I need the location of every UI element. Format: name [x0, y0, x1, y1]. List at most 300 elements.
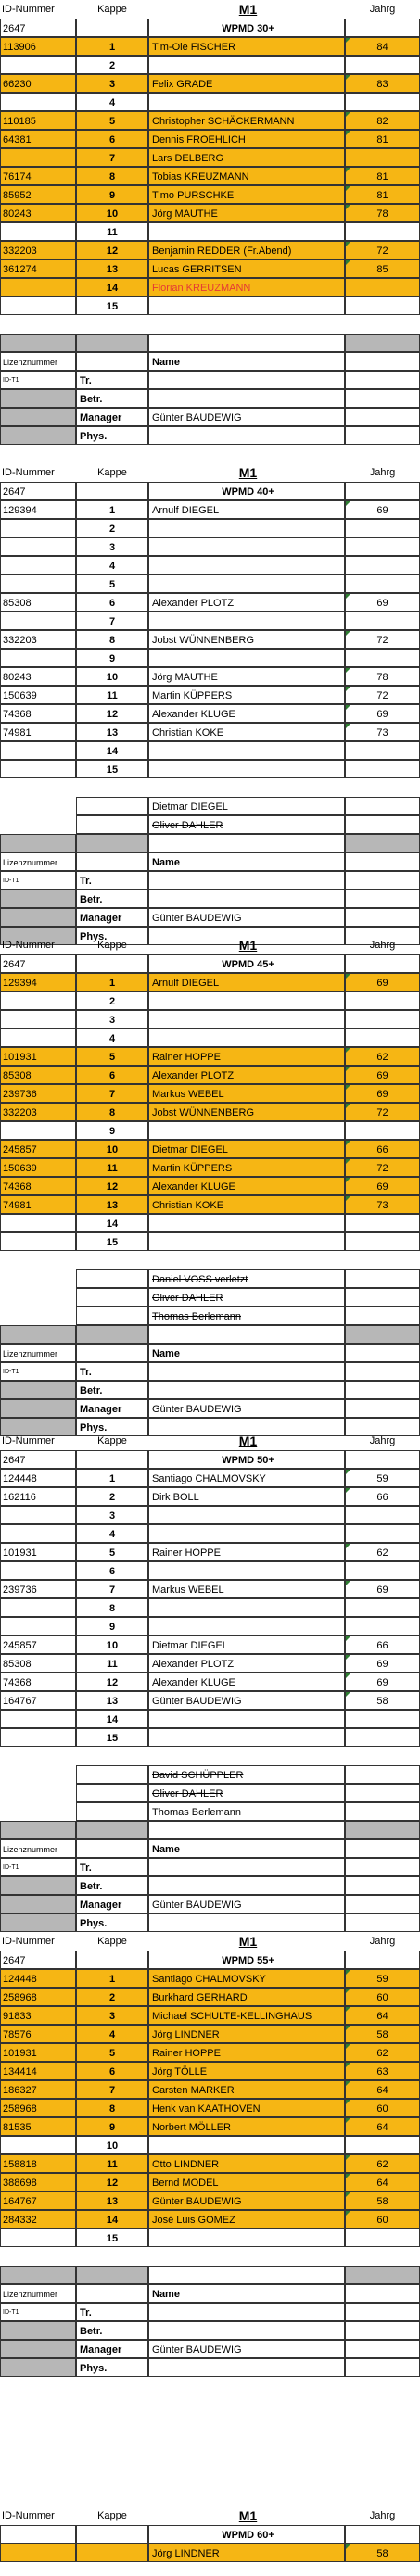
spacer-row: [0, 315, 420, 334]
reserve-name: Oliver DAHLER: [148, 1784, 345, 1802]
player-id: [0, 1524, 76, 1543]
birth-year: [345, 2229, 420, 2247]
birth-year: [345, 556, 420, 575]
separator-cell: [76, 1821, 148, 1839]
player-id: 74368: [0, 1177, 76, 1195]
separator-cell: [148, 2266, 345, 2284]
staff-year-cell: [345, 1876, 420, 1895]
player-name: Günter BAUDEWIG: [148, 1691, 345, 1710]
birth-year: 59: [345, 1969, 420, 1988]
category-kappe-cell: [76, 954, 148, 973]
team-block-2: [0, 463, 420, 945]
player-name: Rainer HOPPE: [148, 1543, 345, 1561]
staff-year-cell: [345, 890, 420, 908]
birth-year: 69: [345, 1177, 420, 1195]
player-id: 245857: [0, 1635, 76, 1654]
staff-row: [0, 2284, 420, 2303]
staff-name: [148, 1362, 345, 1381]
reserve-name: Thomas Berlemann: [148, 1307, 345, 1325]
player-name: [148, 222, 345, 241]
player-row: [0, 1232, 420, 1251]
cap-number: 10: [76, 1140, 148, 1158]
cap-number: 5: [76, 1543, 148, 1561]
cap-number: 15: [76, 2229, 148, 2247]
player-row: [0, 612, 420, 630]
birth-year: [345, 222, 420, 241]
birth-year: [345, 649, 420, 667]
staff-role: Phys.: [76, 426, 148, 445]
player-id: [0, 1029, 76, 1047]
player-row: [0, 1635, 420, 1654]
reserve-year-cell: [345, 1288, 420, 1307]
team-block-6: [0, 2507, 420, 2562]
staff-row: [0, 1344, 420, 1362]
cap-number: 8: [76, 2099, 148, 2117]
staff-id: [0, 1381, 76, 1399]
header-year: Jahrg: [369, 4, 396, 15]
staff-name: [148, 389, 345, 408]
player-name: Alexander PLOTZ: [148, 1654, 345, 1673]
birth-year: 58: [345, 2025, 420, 2043]
header-year: Jahrg: [369, 940, 396, 951]
player-row: [0, 1561, 420, 1580]
separator-row: [0, 2266, 420, 2284]
player-name: Dirk BOLL: [148, 1487, 345, 1506]
category-row: [0, 19, 420, 37]
cap-number: 6: [76, 1561, 148, 1580]
staff-name: [148, 371, 345, 389]
category-year-cell: [345, 19, 420, 37]
cap-number: 9: [76, 1617, 148, 1635]
player-row: [0, 1580, 420, 1598]
staff-role: Manager: [76, 1399, 148, 1418]
player-name: [148, 760, 345, 778]
header-id: ID-Nummer: [2, 4, 55, 15]
team-title: M1: [238, 2508, 258, 2523]
cap-number: 4: [76, 1524, 148, 1543]
spacer-row: [0, 778, 420, 797]
staff-id: [0, 426, 76, 445]
player-id: [0, 1010, 76, 1029]
birth-year: 69: [345, 1066, 420, 1084]
category-year-cell: [345, 1951, 420, 1969]
staff-id: ID-T1: [0, 2303, 76, 2321]
category-label: WPMD 45+: [148, 954, 345, 973]
reserve-row: [0, 1784, 420, 1802]
player-name: [148, 649, 345, 667]
staff-year-cell: [345, 408, 420, 426]
player-id: [0, 1598, 76, 1617]
player-row: [0, 1673, 420, 1691]
header-row: [0, 0, 420, 19]
player-name: Jörg LINDNER: [148, 2544, 345, 2562]
staff-year-cell: [345, 352, 420, 371]
player-name: Benjamin REDDER (Fr.Abend): [148, 241, 345, 259]
player-id: [0, 1617, 76, 1635]
birth-year: 62: [345, 1047, 420, 1066]
birth-year: [345, 1232, 420, 1251]
birth-year: 78: [345, 204, 420, 222]
staff-year-cell: [345, 426, 420, 445]
player-id: 74368: [0, 704, 76, 723]
player-row: [0, 2062, 420, 2080]
cap-number: 3: [76, 1506, 148, 1524]
birth-year: 69: [345, 704, 420, 723]
birth-year: 73: [345, 723, 420, 741]
birth-year: [345, 612, 420, 630]
player-name: Florian KREUZMANN: [148, 278, 345, 297]
player-name: Lars DELBERG: [148, 148, 345, 167]
player-name: [148, 612, 345, 630]
player-row: [0, 556, 420, 575]
cap-number: 12: [76, 704, 148, 723]
player-id: [0, 148, 76, 167]
player-row: [0, 2544, 420, 2562]
player-id: [0, 575, 76, 593]
staff-row: [0, 408, 420, 426]
staff-year-cell: [345, 371, 420, 389]
staff-year-cell: [345, 1913, 420, 1932]
player-id: [0, 2229, 76, 2247]
cap-number: 15: [76, 1232, 148, 1251]
staff-id: Lizenznummer: [0, 1839, 76, 1858]
player-id: [0, 297, 76, 315]
birth-year: 69: [345, 593, 420, 612]
player-name: [148, 1029, 345, 1047]
staff-year-cell: [345, 871, 420, 890]
player-row: [0, 575, 420, 593]
player-id: [0, 56, 76, 74]
staff-name: [148, 1381, 345, 1399]
staff-year-cell: [345, 2358, 420, 2377]
player-row: [0, 537, 420, 556]
player-name: Alexander PLOTZ: [148, 1066, 345, 1084]
player-name: [148, 1506, 345, 1524]
birth-year: 58: [345, 2191, 420, 2210]
separator-cell: [148, 1821, 345, 1839]
player-row: [0, 2025, 420, 2043]
team-block-4: [0, 1432, 420, 1932]
birth-year: 58: [345, 1691, 420, 1710]
reserve-name: Thomas Berlemann: [148, 1802, 345, 1821]
staff-name: [148, 871, 345, 890]
staff-row: [0, 1913, 420, 1932]
player-name: Timo PURSCHKE: [148, 185, 345, 204]
category-kappe-cell: [76, 482, 148, 500]
reserve-row: [0, 1765, 420, 1784]
player-name: Felix GRADE: [148, 74, 345, 93]
cap-number: 8: [76, 1598, 148, 1617]
staff-name: Name: [148, 2284, 345, 2303]
birth-year: 60: [345, 2210, 420, 2229]
header-row: [0, 1932, 420, 1951]
reserve-row: [0, 815, 420, 834]
player-name: Michael SCHULTE-KELLINGHAUS: [148, 2006, 345, 2025]
staff-row: [0, 352, 420, 371]
cap-number: 3: [76, 1010, 148, 1029]
reserve-name: Oliver DAHLER: [148, 815, 345, 834]
cap-number: 10: [76, 2136, 148, 2154]
player-row: [0, 1728, 420, 1747]
player-name: Jobst WÜNNENBERG: [148, 1103, 345, 1121]
cap-number: 2: [76, 1988, 148, 2006]
reserve-name: David SCHÜPPLER: [148, 1765, 345, 1784]
separator-cell: [76, 334, 148, 352]
cap-number: 4: [76, 2025, 148, 2043]
player-id: [0, 1728, 76, 1747]
player-row: [0, 2136, 420, 2154]
staff-id: Lizenznummer: [0, 2284, 76, 2303]
cap-number: 6: [76, 2062, 148, 2080]
birth-year: [345, 93, 420, 111]
player-name: Carsten MARKER: [148, 2080, 345, 2099]
cap-number: 1: [76, 37, 148, 56]
player-name: Lucas GERRITSEN: [148, 259, 345, 278]
player-name: Alexander KLUGE: [148, 704, 345, 723]
staff-row: [0, 890, 420, 908]
player-id: 80243: [0, 204, 76, 222]
staff-name: [148, 890, 345, 908]
player-id: [0, 1121, 76, 1140]
cap-number: 10: [76, 667, 148, 686]
player-name: Jörg LINDNER: [148, 2025, 345, 2043]
birth-year: [345, 991, 420, 1010]
player-row: [0, 741, 420, 760]
player-name: [148, 297, 345, 315]
separator-cell: [345, 334, 420, 352]
staff-row: [0, 852, 420, 871]
player-name: [148, 575, 345, 593]
player-row: [0, 185, 420, 204]
birth-year: 73: [345, 1195, 420, 1214]
player-name: Arnulf DIEGEL: [148, 500, 345, 519]
player-row: [0, 2229, 420, 2247]
player-row: [0, 56, 420, 74]
player-name: Santiago CHALMOVSKY: [148, 1969, 345, 1988]
player-name: Norbert MÖLLER: [148, 2117, 345, 2136]
player-name: Jörg MAUTHE: [148, 667, 345, 686]
birth-year: [345, 1561, 420, 1580]
staff-row: [0, 871, 420, 890]
separator-cell: [345, 2266, 420, 2284]
birth-year: 72: [345, 1103, 420, 1121]
staff-name: [148, 426, 345, 445]
player-name: [148, 991, 345, 1010]
player-name: Martin KÜPPERS: [148, 1158, 345, 1177]
staff-role: Betr.: [76, 389, 148, 408]
player-row: [0, 167, 420, 185]
player-name: [148, 519, 345, 537]
birth-year: 82: [345, 111, 420, 130]
birth-year: 69: [345, 500, 420, 519]
player-id: [0, 93, 76, 111]
player-name: [148, 2229, 345, 2247]
cap-number: 11: [76, 1158, 148, 1177]
team-title: M1: [238, 1934, 258, 1949]
player-row: [0, 1010, 420, 1029]
player-id: 85952: [0, 185, 76, 204]
birth-year: 72: [345, 1158, 420, 1177]
player-name: [148, 1214, 345, 1232]
player-id: [0, 649, 76, 667]
header-year: Jahrg: [369, 1936, 396, 1947]
cap-number: 5: [76, 111, 148, 130]
header-year: Jahrg: [369, 467, 396, 478]
player-row: [0, 2173, 420, 2191]
header-row: [0, 936, 420, 954]
staff-row: [0, 389, 420, 408]
player-name: Tobias KREUZMANN: [148, 167, 345, 185]
category-row: [0, 2525, 420, 2544]
player-name: [148, 1524, 345, 1543]
staff-name: Name: [148, 852, 345, 871]
reserve-year-cell: [345, 797, 420, 815]
player-name: Burkhard GERHARD: [148, 1988, 345, 2006]
player-id: 134414: [0, 2062, 76, 2080]
birth-year: 63: [345, 2062, 420, 2080]
staff-row: [0, 2340, 420, 2358]
reserve-row: [0, 797, 420, 815]
player-id: 76174: [0, 167, 76, 185]
reserve-kappe-cell: [76, 815, 148, 834]
player-name: Tim-Ole FISCHER: [148, 37, 345, 56]
separator-cell: [76, 834, 148, 852]
staff-role: Manager: [76, 1895, 148, 1913]
reserve-name: Dietmar DIEGEL: [148, 797, 345, 815]
cap-number: 13: [76, 723, 148, 741]
staff-row: [0, 1362, 420, 1381]
player-name: [148, 556, 345, 575]
cap-number: 10: [76, 204, 148, 222]
player-row: [0, 991, 420, 1010]
player-row: [0, 1084, 420, 1103]
cap-number: 9: [76, 185, 148, 204]
staff-name: [148, 2358, 345, 2377]
birth-year: 85: [345, 259, 420, 278]
cap-number: 5: [76, 1047, 148, 1066]
player-id: 64381: [0, 130, 76, 148]
player-id: 388698: [0, 2173, 76, 2191]
category-label: WPMD 30+: [148, 19, 345, 37]
birth-year: 62: [345, 1543, 420, 1561]
birth-year: [345, 1617, 420, 1635]
player-name: Jörg MAUTHE: [148, 204, 345, 222]
player-name: Alexander KLUGE: [148, 1177, 345, 1195]
cap-number: 4: [76, 93, 148, 111]
player-id: 164767: [0, 1691, 76, 1710]
cap-number: 6: [76, 593, 148, 612]
player-id: 164767: [0, 2191, 76, 2210]
player-id: 361274: [0, 259, 76, 278]
birth-year: [345, 537, 420, 556]
birth-year: [345, 1728, 420, 1747]
player-name: [148, 1598, 345, 1617]
reserve-kappe-cell: [76, 1307, 148, 1325]
cap-number: 15: [76, 760, 148, 778]
player-id: 74981: [0, 723, 76, 741]
separator-cell: [148, 1325, 345, 1344]
reserve-name: Daniel VOSS verletzt: [148, 1269, 345, 1288]
staff-name: [148, 1913, 345, 1932]
cap-number: 9: [76, 2117, 148, 2136]
separator-cell: [0, 834, 76, 852]
team-id: 2647: [0, 19, 76, 37]
cap-number: 13: [76, 1195, 148, 1214]
cap-number: 8: [76, 1103, 148, 1121]
player-name: Markus WEBEL: [148, 1580, 345, 1598]
team-id: [0, 2525, 76, 2544]
cap-number: 5: [76, 575, 148, 593]
reserve-kappe-cell: [76, 1288, 148, 1307]
birth-year: [345, 1710, 420, 1728]
staff-role: Betr.: [76, 890, 148, 908]
birth-year: [345, 148, 420, 167]
cap-number: 3: [76, 537, 148, 556]
header-id: ID-Nummer: [2, 1936, 55, 1947]
team-title: M1: [238, 2, 258, 17]
cap-number: 1: [76, 500, 148, 519]
cap-number: 12: [76, 1673, 148, 1691]
category-year-cell: [345, 482, 420, 500]
cap-number: 1: [76, 1469, 148, 1487]
header-year: Jahrg: [369, 2510, 396, 2521]
category-kappe-cell: [76, 1951, 148, 1969]
player-id: 332203: [0, 630, 76, 649]
category-year-cell: [345, 1450, 420, 1469]
player-id: [0, 1214, 76, 1232]
separator-cell: [0, 334, 76, 352]
header-id: ID-Nummer: [2, 940, 55, 951]
birth-year: [345, 1598, 420, 1617]
reserve-year-cell: [345, 1765, 420, 1784]
player-name: Christian KOKE: [148, 723, 345, 741]
staff-name: Günter BAUDEWIG: [148, 2340, 345, 2358]
player-name: [148, 56, 345, 74]
player-row: [0, 37, 420, 56]
player-id: 245857: [0, 1140, 76, 1158]
reserve-row: [0, 1269, 420, 1288]
header-row: [0, 1432, 420, 1450]
birth-year: 72: [345, 630, 420, 649]
player-row: [0, 686, 420, 704]
player-row: [0, 297, 420, 315]
header-kappe: Kappe: [97, 940, 127, 951]
team-id: 2647: [0, 1951, 76, 1969]
player-name: [148, 2136, 345, 2154]
staff-year-cell: [345, 2321, 420, 2340]
birth-year: 66: [345, 1635, 420, 1654]
staff-role: [76, 852, 148, 871]
player-row: [0, 2191, 420, 2210]
player-id: 150639: [0, 686, 76, 704]
staff-id: Lizenznummer: [0, 352, 76, 371]
player-id: 110185: [0, 111, 76, 130]
cap-number: 4: [76, 1029, 148, 1047]
staff-role: Phys.: [76, 927, 148, 945]
cap-number: 11: [76, 686, 148, 704]
player-row: [0, 2117, 420, 2136]
category-row: [0, 954, 420, 973]
staff-role: Tr.: [76, 2303, 148, 2321]
staff-role: [76, 1344, 148, 1362]
category-kappe-cell: [76, 2525, 148, 2544]
reserve-row: [0, 1288, 420, 1307]
birth-year: 66: [345, 1140, 420, 1158]
player-id: [0, 519, 76, 537]
player-name: [148, 1728, 345, 1747]
staff-name: Günter BAUDEWIG: [148, 408, 345, 426]
player-row: [0, 204, 420, 222]
